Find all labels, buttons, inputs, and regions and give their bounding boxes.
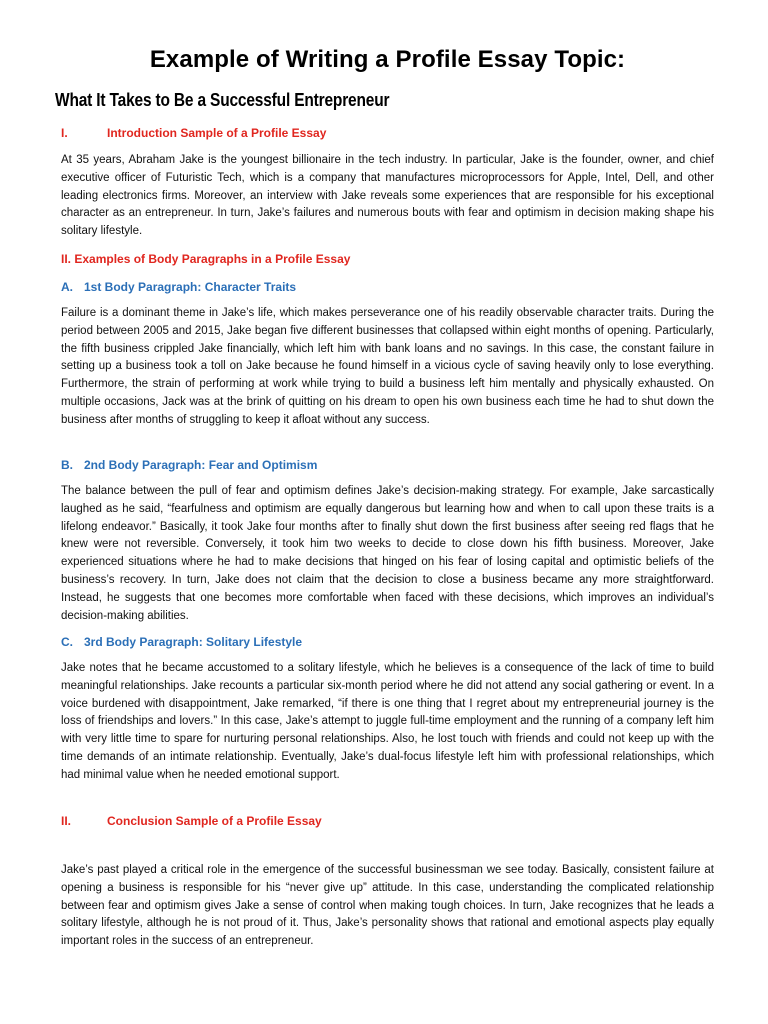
conclusion-paragraph: Jake’s past played a critical role in the emergence of the successful businessman we see today. Basically, consistent failure at opening a business is responsible for his “never give up” attitude. In this case, understanding the complicated relationship between fear and optimism gives Jake a sense of control when making tough choices. In turn, Jake recognizes that he leads a solitary lifestyle, although he is not proud of it. Thus, Jake’s personality shows that rational and emotional aspects play equally important roles in the success of an entrepreneur. [61, 864, 714, 948]
body-b-heading [61, 457, 714, 473]
body-c-paragraph: Jake notes that he became accustomed to a solitary lifestyle, which he believes is a consequence of the lack of time to build meaningful relationships. Jake recounts a particular six-month period where he did not attend any social gathering or event. In a voice burdened with disappointment, Jake remarked, “if there is one thing that I regret about my entrepreneurial journey is the loss of friendships and lovers.” In this case, Jake’s attempt to juggle full-time employment and the running of a company left him with very little time to spare for nurturing personal relationships. Also, he lost touch with friends and could not keep up with the time demands of an intimate relationship. Eventually, Jake’s dual-focus lifestyle left him with professional relationships, which had minimal value when he needed emotional support. [61, 662, 714, 781]
body-a-heading-text: 1st Body Paragraph: Character Traits [84, 280, 297, 294]
body-b-heading-text: 2nd Body Paragraph: Fear and Optimism [84, 458, 318, 472]
body-c-heading-text: 3rd Body Paragraph: Solitary Lifestyle [84, 635, 303, 649]
conclusion-section [61, 813, 714, 951]
body-c-heading [61, 634, 714, 650]
body-heading-text: II. Examples of Body Paragraphs in a Profile Essay [61, 252, 351, 266]
body-a-section [61, 279, 714, 430]
body-b-section [61, 457, 714, 625]
body-heading-section [61, 251, 714, 267]
conclusion-heading-text: Conclusion Sample of a Profile Essay [107, 814, 322, 828]
intro-heading [61, 125, 714, 141]
intro-heading-number: I. [61, 126, 68, 140]
conclusion-heading-number: II. [61, 814, 72, 828]
body-a-heading-number: A. [61, 280, 73, 294]
intro-paragraph: At 35 years, Abraham Jake is the youngest billionaire in the tech industry. In particular, Jake is the founder, owner, and chief executive officer of Futuristic Tech, which is a company that manufactures microprocessors for Apple, Intel, Dell, and other leading electronics firms. Moreover, an interview with Jake reveals some experiences that are responsible for his exceptional character as an entrepreneur. In turn, Jake’s failures and numerous bouts with fear and optimism in decision making shape his solitary lifestyle. [61, 154, 714, 238]
intro-heading-text: Introduction Sample of a Profile Essay [107, 126, 327, 140]
body-b-paragraph: The balance between the pull of fear and optimism defines Jake’s decision-making strategy. For example, Jake sarcastically laughed as he said, “fearfulness and optimism are equally dangerous but learning how and when to call upon these traits is a lifelong endeavor.” Basically, it took Jake four months after to finally shut down the first business after seeing red flags that he knew were not reversible. Conversely, it took him two weeks to decide to close down his fifth business. Moreover, Jake experienced situations where he had to make decisions that hinged on his fear of losing capital and optimistic beliefs of the business’s recovery. In turn, Jake does not claim that the decision to close a business became any more straightforward. Instead, he suggests that one becomes more comfortable when faced with these decisions, which improves an individual’s decision-making abilities. [61, 485, 714, 622]
body-a-heading [61, 279, 714, 295]
body-c-heading-number: C. [61, 635, 73, 649]
body-b-heading-number: B. [61, 458, 73, 472]
body-heading [61, 251, 714, 267]
body-c-section [61, 634, 714, 785]
conclusion-heading [61, 813, 714, 829]
essay-subtitle: What It Takes to Be a Successful Entrepreneur [55, 90, 390, 110]
page-title: Example of Writing a Profile Essay Topic: [149, 46, 626, 73]
body-a-paragraph: Failure is a dominant theme in Jake’s life, which makes perseverance one of his readily observable character traits. During the period between 2005 and 2015, Jake began five different businesses that collapsed within eight months of opening. Particularly, the fifth business crippled Jake financially, which left him with bank loans and no savings. In this case, the constant failure in setting up a business took a toll on Jake because he found himself in a vicious cycle of saving heavily only to lose everything. Furthermore, the strain of performing at work while trying to build a business left him mentally and physically exhausted. On multiple occasions, Jack was at the brink of quitting on his dream to open his own business each time he had to shut down the business after months of struggling to keep it afloat without any success. [61, 307, 714, 426]
intro-section [61, 125, 714, 241]
